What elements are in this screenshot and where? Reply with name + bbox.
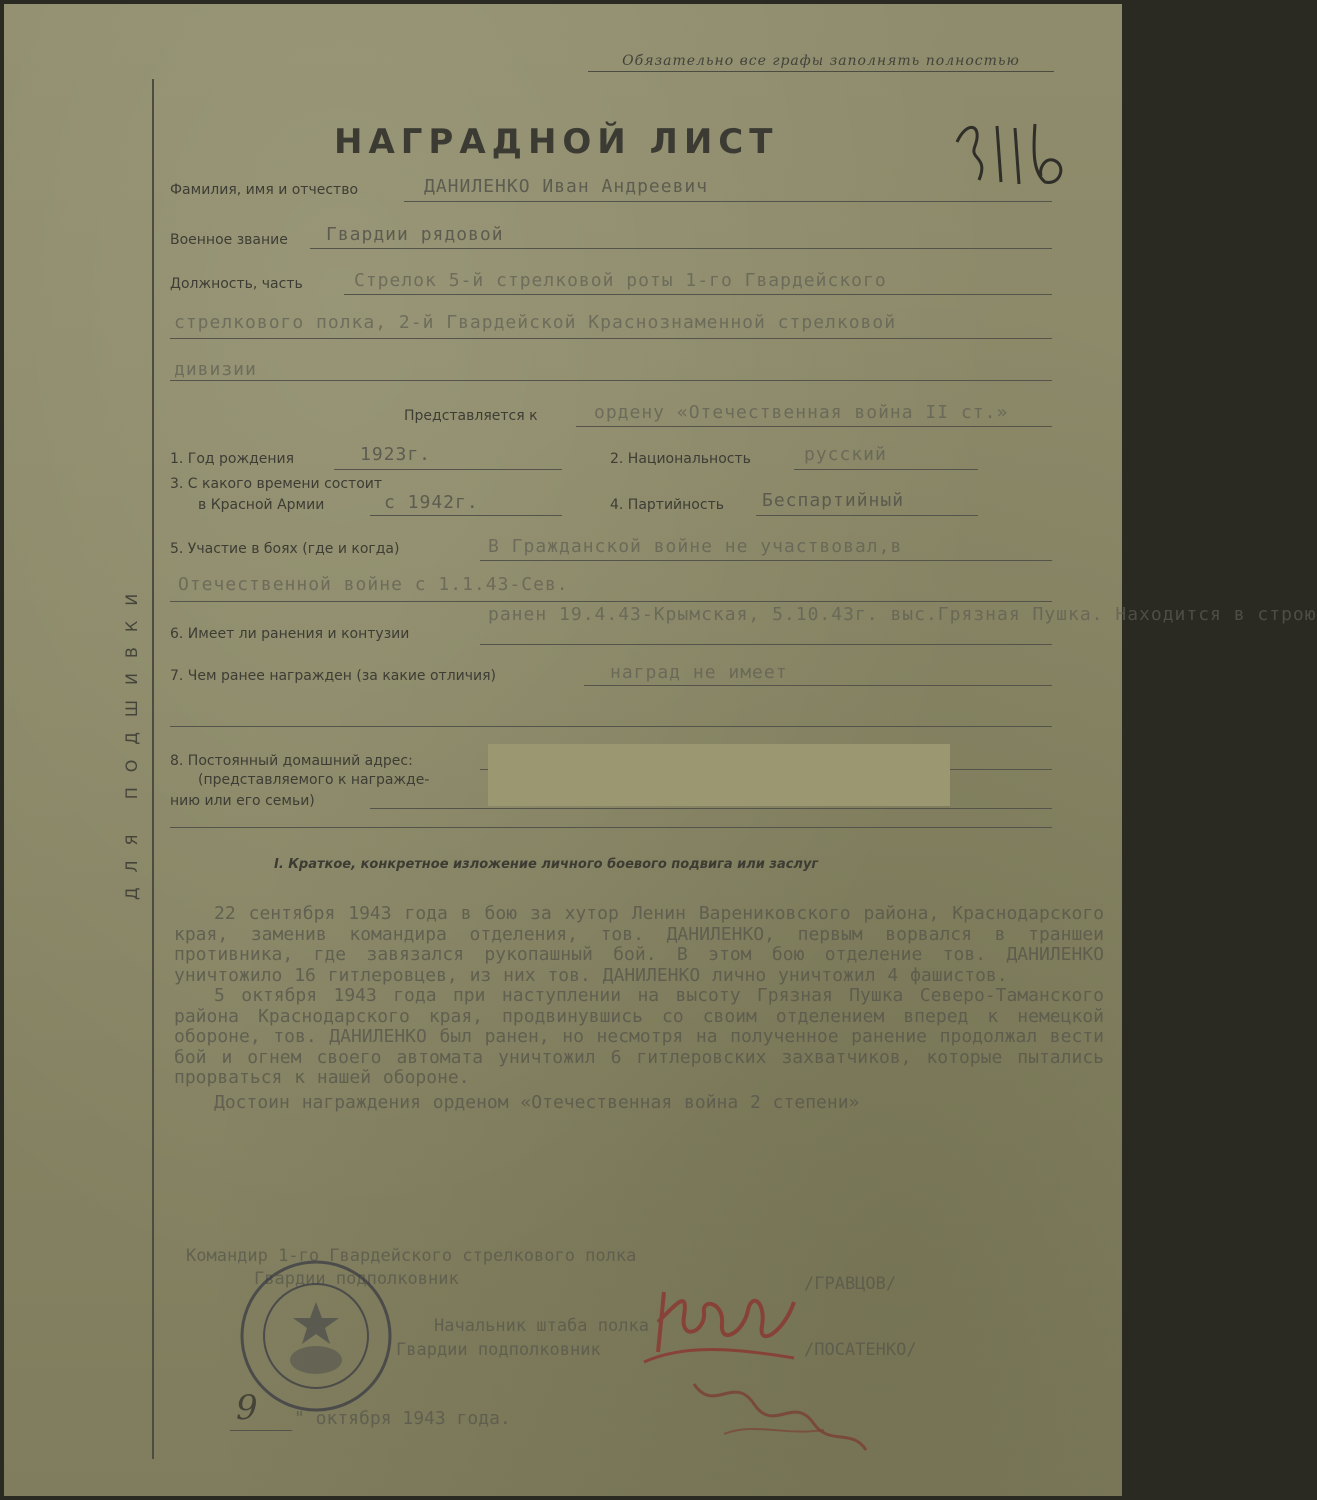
wounds-label: 6. Имеет ли ранения и контузии: [170, 626, 410, 642]
battles-underline-2: [170, 601, 1052, 602]
address-label-1: 8. Постоянный домашний адрес:: [170, 753, 413, 769]
chief-title-1: Начальник штаба полка: [434, 1316, 649, 1336]
since-underline: [370, 515, 562, 516]
awards-label: 7. Чем ранее награжден (за какие отличия): [170, 668, 496, 684]
nationality-underline: [794, 469, 978, 470]
award-value: ордену «Отечественная война II ст.»: [594, 402, 1009, 423]
party-value: Беспартийный: [762, 490, 905, 511]
award-label: Представляется к: [404, 408, 538, 424]
binding-label: ДЛЯ ПОДШИВКИ: [122, 578, 141, 900]
rank-value: Гвардии рядовой: [326, 224, 504, 245]
since-value: с 1942г.: [384, 492, 479, 513]
chief-signature: [684, 1364, 874, 1468]
address-underline-3: [170, 827, 1052, 828]
since-label-2: в Красной Армии: [198, 497, 325, 513]
rank-underline: [310, 248, 1052, 249]
since-label-1: 3. С какого времени состоит: [170, 476, 383, 492]
nationality-value: русский: [804, 444, 887, 465]
battles-label: 5. Участие в боях (где и когда): [170, 541, 400, 557]
position-underline-2: [170, 338, 1052, 339]
binding-margin-line: [152, 79, 154, 1459]
narrative-paragraph: 22 сентября 1943 года в бою за хутор Ленин Варениковского района, Краснодарского края, заменив командира отделения, тов. ДАНИЛЕНКО, первым ворвался в траншеи противника, где завязался рукопашный бой. В этом бою отделение тов. ДАНИЛЕНКО уничтожило 16 гитлеровцев, из них тов. ДАНИЛЕНКО лично уничтожил 4 фашистов.: [174, 903, 1104, 986]
official-stamp: [236, 1256, 396, 1416]
address-underline-2: [370, 808, 1052, 809]
name-underline: [404, 201, 1052, 202]
position-value-1: Стрелок 5-й стрелковой роты 1-го Гвардейского: [354, 270, 887, 291]
date-day: 9: [236, 1388, 258, 1428]
address-label-3: нию или его семьи): [170, 793, 315, 809]
position-label: Должность, часть: [170, 276, 303, 292]
name-value: ДАНИЛЕНКО Иван Андреевич: [424, 176, 709, 197]
battles-underline-1: [480, 560, 1052, 561]
battles-value-2: Отечественной войне с 1.1.43-Сев.: [178, 574, 569, 595]
commander-title-1: Командир 1-го Гвардейского стрелкового полка: [186, 1246, 637, 1266]
narrative-conclusion: Достоин награждения орденом «Отечественная война 2 степени»: [214, 1091, 860, 1113]
chief-title-2: Гвардии подполковник: [396, 1340, 601, 1360]
rank-label: Военное звание: [170, 232, 288, 248]
nationality-label: 2. Национальность: [610, 451, 751, 467]
name-label: Фамилия, имя и отчество: [170, 182, 359, 198]
party-label: 4. Партийность: [610, 497, 724, 513]
document-title: НАГРАДНОЙ ЛИСТ: [334, 122, 779, 162]
birth-label: 1. Год рождения: [170, 451, 295, 467]
position-underline-3: [170, 380, 1052, 381]
address-label-2: (представляемого к награжде-: [198, 772, 430, 788]
awards-underline-2: [170, 726, 1052, 727]
party-underline: [756, 515, 978, 516]
position-underline-1: [344, 294, 1052, 295]
birth-value: 1923г.: [360, 444, 432, 465]
awards-value: наград не имеет: [610, 662, 788, 683]
position-value-2: стрелкового полка, 2-й Гвардейской Краснознаменной стрелковой: [174, 312, 897, 333]
date-rest: " октября 1943 года.: [294, 1408, 511, 1429]
section-heading: I. Краткое, конкретное изложение личного боевого подвига или заслуг: [274, 857, 819, 872]
wounds-value: ранен 19.4.43-Крымская, 5.10.43г. выс.Грязная Пушка. Находится в строю: [488, 604, 1317, 625]
commander-title-2: Гвардии подполковник: [254, 1269, 459, 1289]
narrative-paragraph: 5 октября 1943 года при наступлении на высоту Грязная Пушка Северо-Таманского района Краснодарского края, продвинувшись со своим отделением вперед к немецкой обороне, тов. ДАНИЛЕНКО был ранен, но несмотря на полученное ранение продолжал вести бой и огнем своего автомата уничтожил 6 гитлеровских захватчиков, которые пытались прорваться к нашей обороне.: [174, 985, 1104, 1088]
awards-underline-1: [584, 685, 1052, 686]
wounds-underline: [480, 644, 1052, 645]
date-day-underline: [230, 1430, 292, 1431]
narrative-text: [174, 904, 1104, 1113]
birth-underline: [334, 469, 562, 470]
address-redaction: [488, 744, 950, 806]
commander-name: /ГРАВЦОВ/: [804, 1274, 897, 1294]
position-value-3: дивизии: [174, 359, 257, 380]
header-note: Обязательно все графы заполнять полностью: [588, 53, 1054, 72]
award-sheet: [4, 4, 1317, 1496]
award-underline: [576, 426, 1052, 427]
battles-value-1: В Гражданской войне не участвовал,в: [488, 536, 903, 557]
handwritten-doc-number: [949, 112, 1079, 192]
chief-name: /ПОСАТЕНКО/: [804, 1340, 917, 1360]
